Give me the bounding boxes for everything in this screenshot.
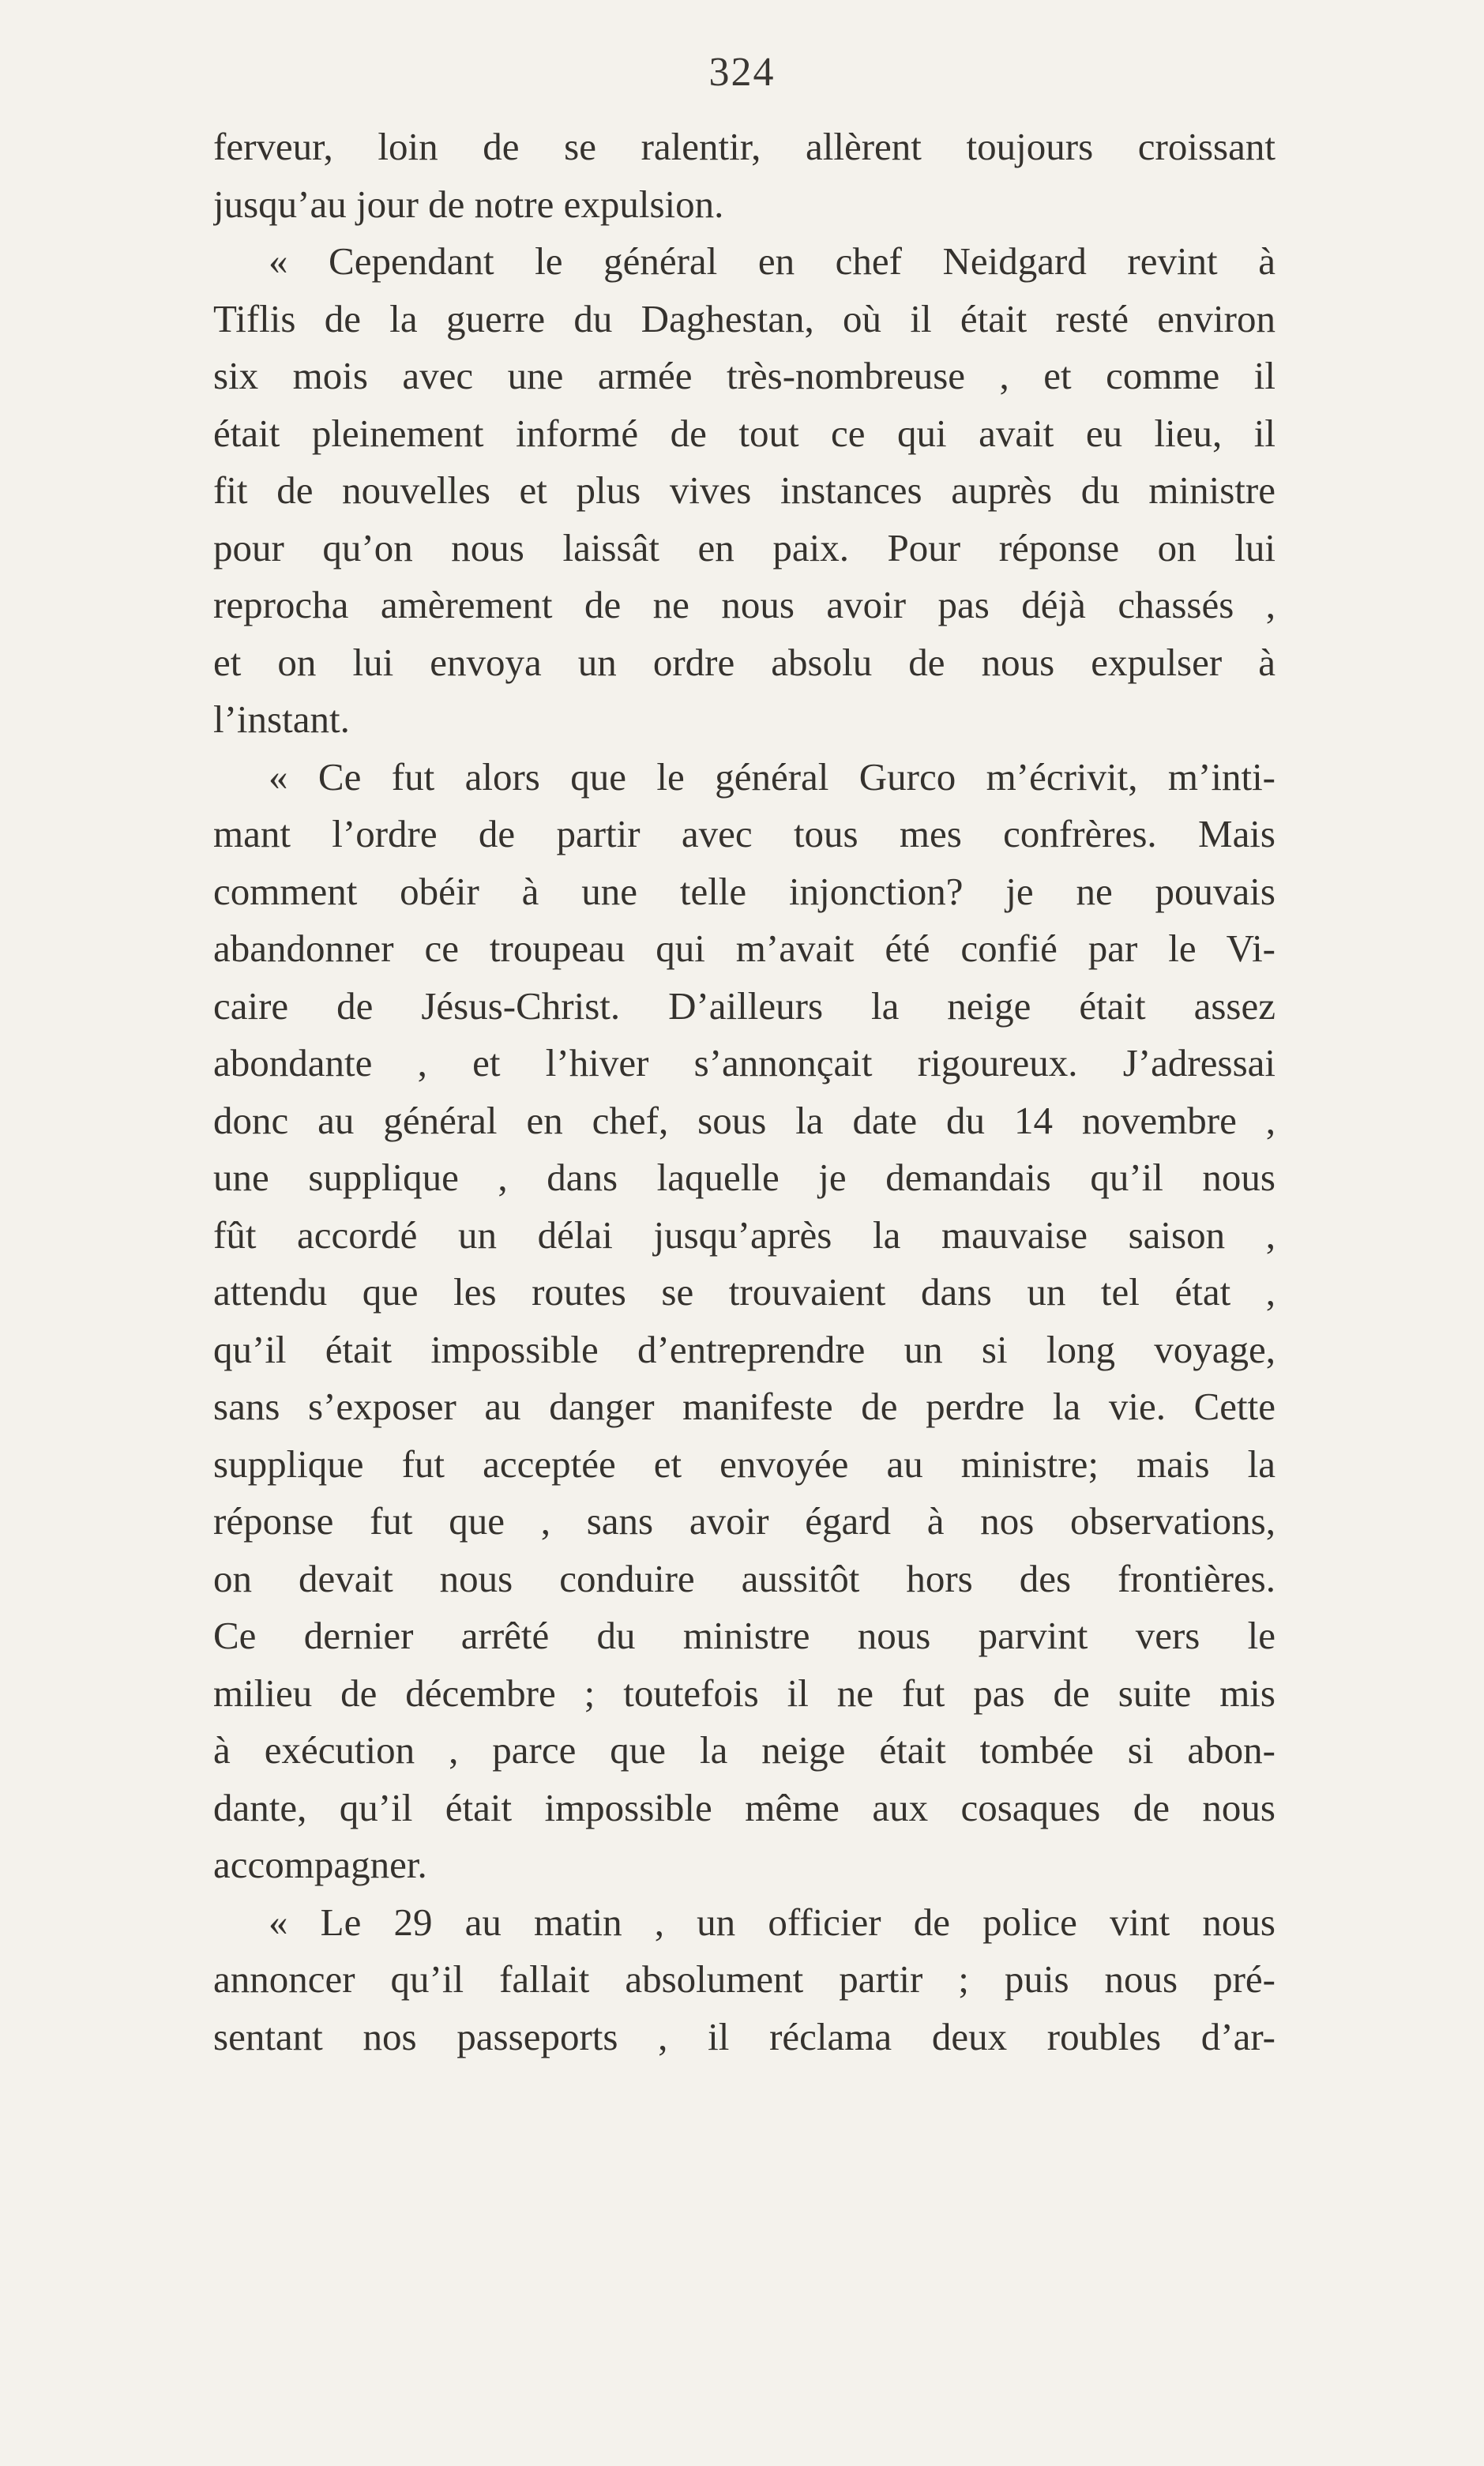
text-line: sentant nos passeports , il réclama deux roubles d’ar- [213,2014,1275,2058]
text-line: fût accordé un délai jusqu’après la mauvaise saison , [213,1212,1275,1257]
page-number: 324 [708,50,776,95]
text-line: était pleinement informé de tout ce qui avait eu lieu, il [213,411,1275,455]
text-line: jusqu’au jour de notre expulsion. [213,182,724,226]
text-line: réponse fut que , sans avoir égard à nos observations, [213,1499,1275,1543]
text-line: sans s’exposer au danger manifeste de perdre la vie. Cette [213,1385,1275,1428]
text-line: comment obéir à une telle injonction? je ne pouvais [213,869,1275,913]
text-line: fit de nouvelles et plus vives instances auprès du ministre [213,468,1275,512]
text-line: attendu que les routes se trouvaient dans un tel état , [213,1270,1275,1314]
text-line: et on lui envoya un ordre absolu de nous expulser à [213,640,1275,684]
text-line: ferveur, loin de se ralentir, allèrent toujours croissant [213,125,1275,168]
text-line: « Cependant le général en chef Neidgard revint à [269,239,1275,283]
text-line: l’instant. [213,697,350,741]
text-line: annoncer qu’il fallait absolument partir ; puis nous pré- [213,1957,1275,2001]
text-line: six mois avec une armée très-nombreuse , et comme il [213,354,1275,397]
text-line: abondante , et l’hiver s’annonçait rigoureux. J’adressai [213,1041,1275,1085]
text-line: reprocha amèrement de ne nous avoir pas déjà chassés , [213,583,1275,626]
text-line: Ce dernier arrêté du ministre nous parvint vers le [213,1614,1275,1657]
text-line: qu’il était impossible d’entreprendre un si long voyage, [213,1327,1275,1371]
text-line: donc au général en chef, sous la date du 14 novembre , [213,1098,1275,1142]
text-line: Tiflis de la guerre du Daghestan, où il était resté environ [213,296,1275,340]
text-line: supplique fut acceptée et envoyée au ministre; mais la [213,1442,1275,1486]
text-line: « Ce fut alors que le général Gurco m’écrivit, m’inti- [269,754,1275,799]
text-line: accompagner. [213,1843,427,1886]
text-line: milieu de décembre ; toutefois il ne fut pas de suite mis [213,1671,1275,1715]
text-line: abandonner ce troupeau qui m’avait été confié par le Vi- [213,927,1275,970]
text-line: mant l’ordre de partir avec tous mes confrères. Mais [213,812,1275,855]
text-line: « Le 29 au matin , un officier de police vint nous [269,1900,1275,1944]
text-line: caire de Jésus-Christ. D’ailleurs la neige était assez [213,983,1275,1028]
text-line: on devait nous conduire aussitôt hors des frontières. [213,1556,1275,1600]
text-line: pour qu’on nous laissât en paix. Pour réponse on lui [213,525,1275,570]
text-line: dante, qu’il était impossible même aux cosaques de nous [213,1785,1275,1829]
body-text [213,118,1275,2066]
text-line: une supplique , dans laquelle je demandais qu’il nous [213,1156,1275,1199]
text-line: à exécution , parce que la neige était tombée si abon- [213,1728,1275,1772]
